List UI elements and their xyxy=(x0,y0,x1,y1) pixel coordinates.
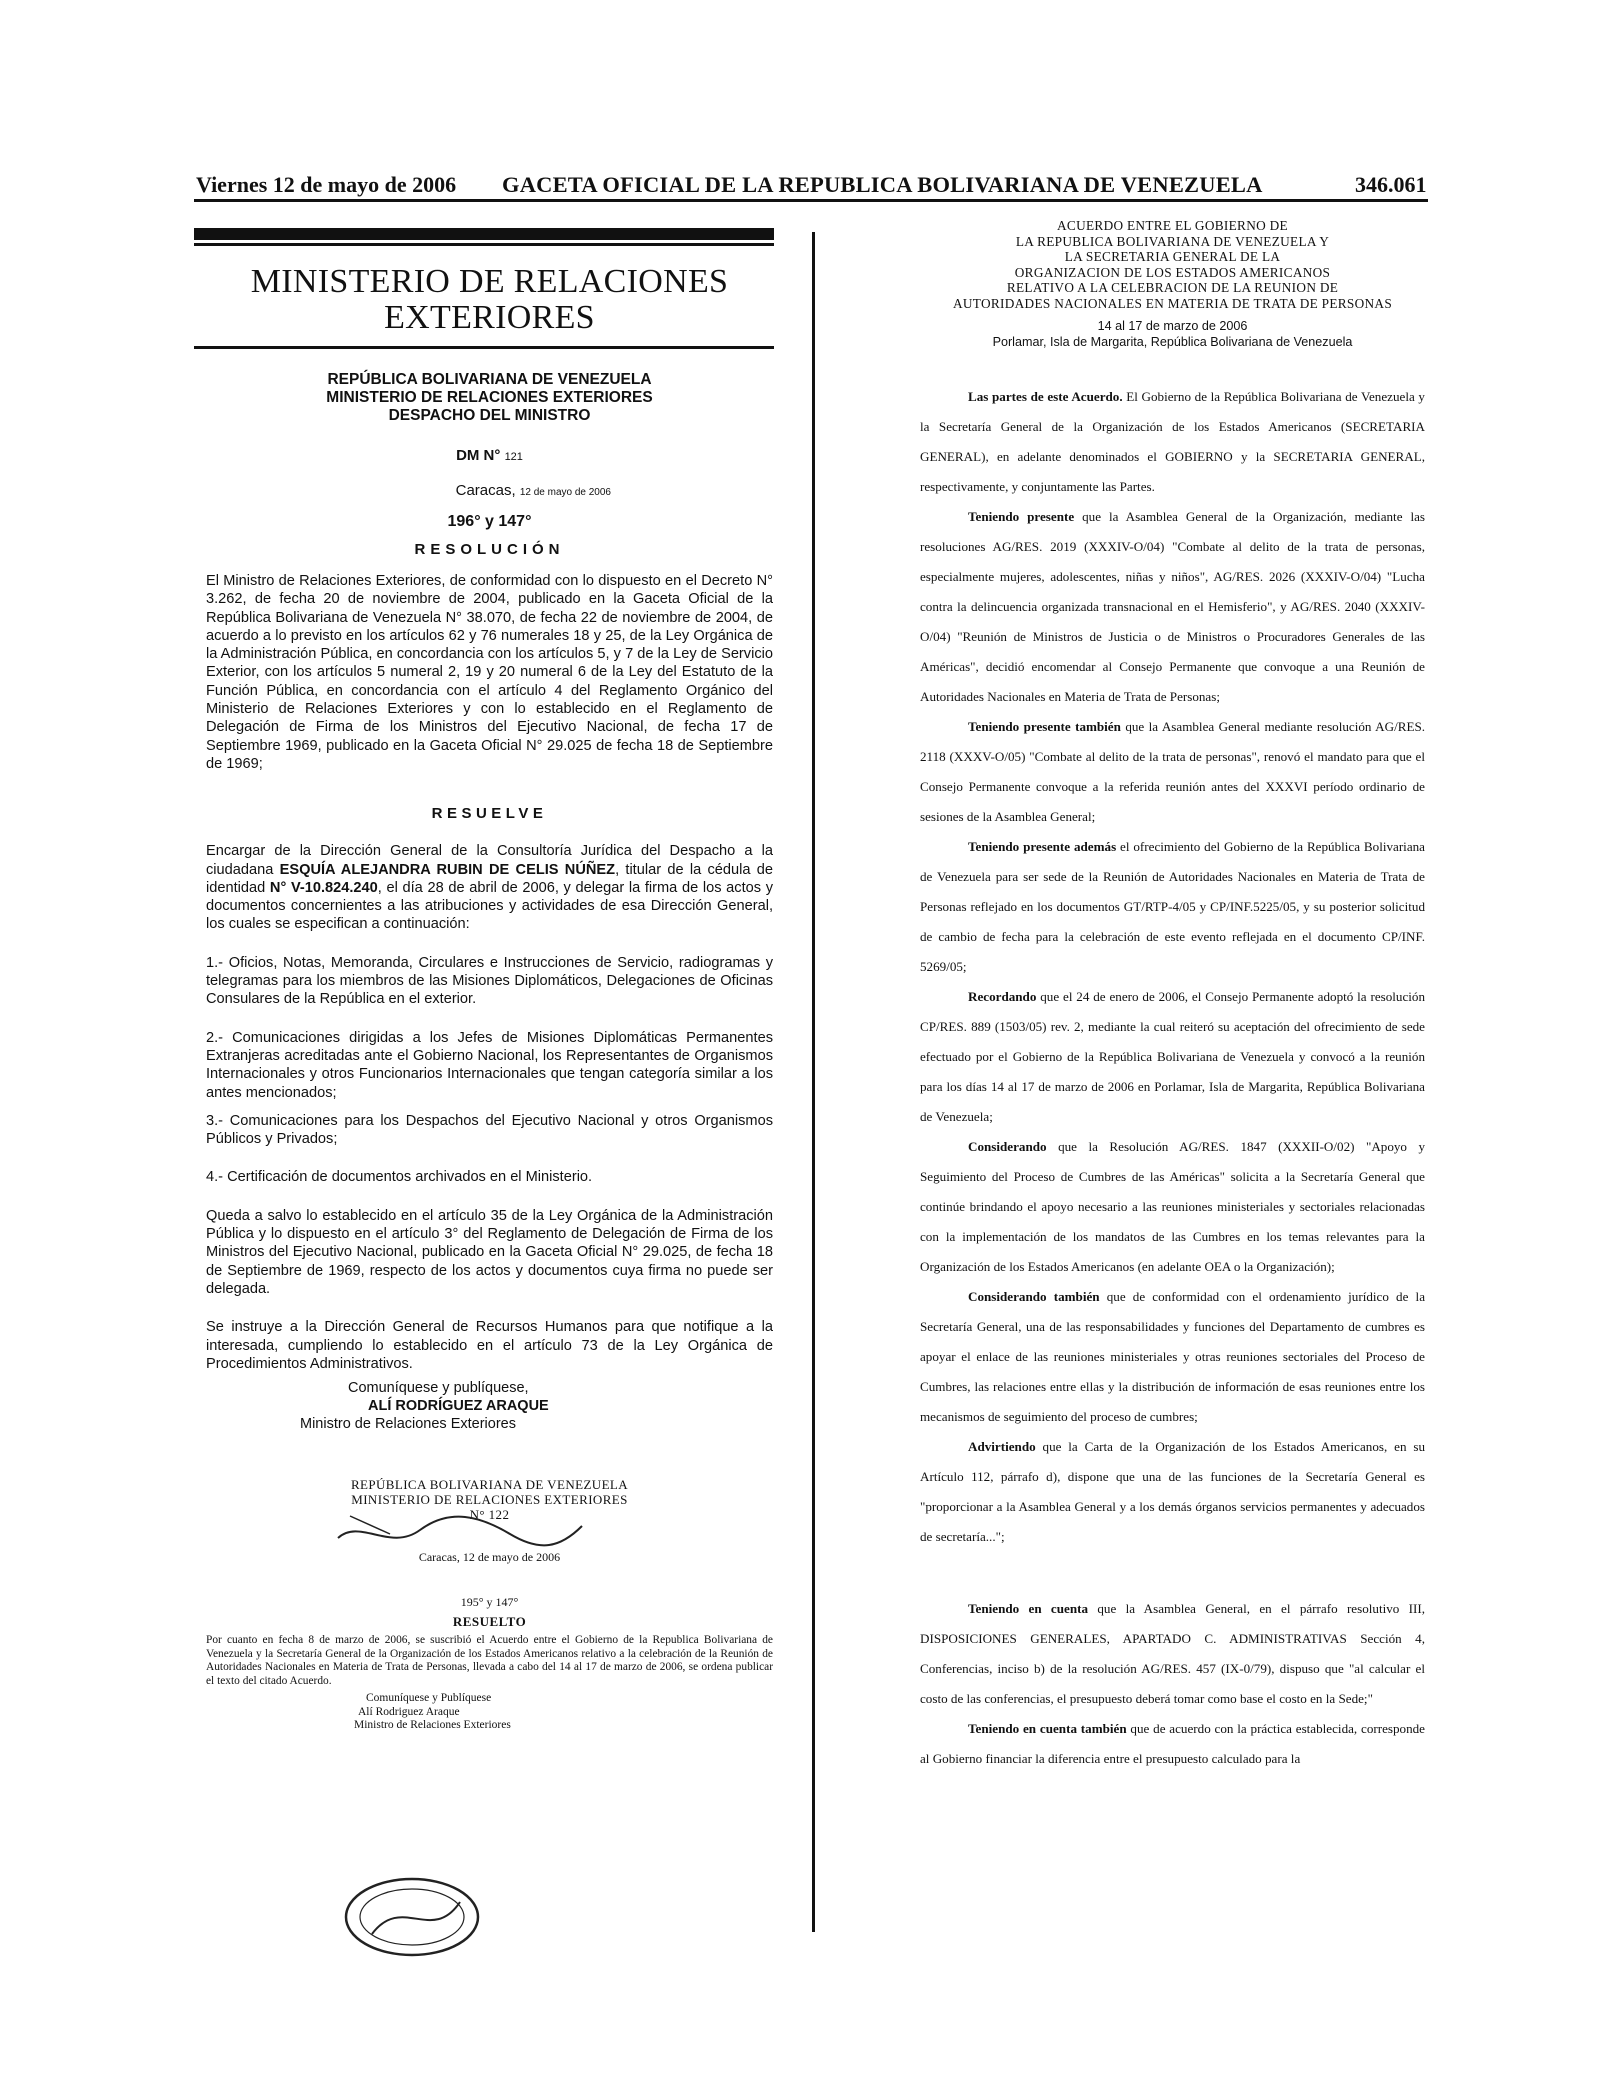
dm-label: DM N° xyxy=(456,447,501,464)
second-date: Caracas, 12 de mayo de 2006 xyxy=(418,1550,561,1565)
agreement-date-line1: 14 al 17 de marzo de 2006 xyxy=(1097,318,1248,333)
second-sign-line2: Alí Rodriguez Araque xyxy=(358,1705,460,1718)
ministry-title xyxy=(206,264,773,336)
p4-text: el ofrecimiento del Gobierno de la República Bolivariana de Venezuela para ser sede de la Reunión de Autoridades Nacionales en Materia de Trata de Personas reflejado en los documentos GT/RTP-4/05 y CP/INF.5225/05, y su posterior solicitud de cambio de fecha para la celebración de este evento reflejada en el documento CP/INF. 5269/05; xyxy=(920,838,1425,974)
right-column xyxy=(920,218,1425,1774)
second-sign-line3: Ministro de Relaciones Exteriores xyxy=(354,1719,511,1732)
p9-lead: Teniendo en cuenta xyxy=(968,1600,1089,1616)
p4-lead: Teniendo presente además xyxy=(968,838,1117,854)
city-date xyxy=(206,482,773,499)
city: Caracas, xyxy=(455,482,516,499)
title-top-bar-thin xyxy=(194,243,774,246)
agreement-heading xyxy=(920,218,1425,312)
p5-lead: Recordando xyxy=(968,988,1037,1004)
p5-text: que el 24 de enero de 2006, el Consejo Permanente adoptó la resolución CP/RES. 889 (1503/05) rev. 2, mediante la cual reiteró su aceptación del ofrecimiento de sede efectuado por el Gobierno de la República Bolivariana de Venezuela y convocó a la reunión para los días 14 al 17 de marzo de 2006 en Porlamar, Isla de Margarita, República Bolivariana de Venezuela; xyxy=(920,988,1425,1124)
date-small: 12 de mayo de 2006 xyxy=(519,487,611,498)
agreement-paragraph-3 xyxy=(920,712,1425,832)
signatory-name: ALÍ RODRÍGUEZ ARAQUE xyxy=(368,1398,549,1415)
left-column xyxy=(206,228,773,1733)
p10-text: que de acuerdo con la práctica establecida, corresponde al Gobierno financiar la diferencia entre el presupuesto calculado para la xyxy=(920,1720,1425,1766)
p8-text: que la Carta de la Organización de los Estados Americanos, en su Artículo 112, párrafo d), dispone que una de las funciones de la Secretaría General es "proporcionar a la Asamblea General y a los demás órganos servicios permanentes y adecuados de secretaría..."; xyxy=(920,1438,1425,1544)
p3-lead: Teniendo presente también xyxy=(968,718,1121,734)
agreement-head-line3: LA SECRETARIA GENERAL DE LA xyxy=(1064,249,1281,265)
p7-lead: Considerando también xyxy=(968,1288,1100,1304)
agreement-head-line5: RELATIVO A LA CELEBRACION DE LA REUNION DE xyxy=(1006,280,1339,296)
ministry-seal xyxy=(342,1874,482,1960)
years: 196° y 147° xyxy=(447,513,532,530)
p7-text: que de conformidad con el ordenamiento jurídico de la Secretaría General, una de las responsabilidades y funciones del Departamento de cumbres es apoyar el enlace de las reuniones ministeriales y otras reuniones sectoriales del Proceso de Cumbres, las relaciones entre ellas y la distribución de información de esas reuniones entre los mecanismos de seguimiento del proceso de cumbres; xyxy=(920,1288,1426,1424)
agreement-paragraph-2 xyxy=(920,502,1425,712)
agreement-paragraph-8 xyxy=(920,1432,1425,1552)
item-3: 3.- Comunicaciones para los Despachos del Ejecutivo Nacional y otros Organismos Públicos y Privados; xyxy=(206,1112,773,1148)
p1-text: El Gobierno de la República Bolivariana de Venezuela y la Secretaría General de la Organización de los Estados Americanos (SECRETARIA GENERAL), en adelante denominados el GOBIERNO y la SECRETARIA GENERAL, respectivamente, y conjuntamente las Partes. xyxy=(920,388,1425,494)
second-head-line1: REPÚBLICA BOLIVARIANA DE VENEZUELA xyxy=(350,1477,629,1493)
resuelto-heading: RESUELTO xyxy=(452,1614,527,1630)
encargar-pre: Encargar de la Dirección General de la Consultoría Jurídica del Despacho a la ciudadana xyxy=(206,843,773,878)
header-publication: GACETA OFICIAL DE LA REPUBLICA BOLIVARIANA DE VENEZUELA xyxy=(502,172,1263,197)
agreement-paragraph-10 xyxy=(920,1714,1425,1774)
resuelve-heading: RESUELVE xyxy=(431,805,548,823)
agreement-paragraph-6 xyxy=(920,1132,1425,1282)
issuer-line1: REPÚBLICA BOLIVARIANA DE VENEZUELA xyxy=(327,371,652,388)
agreement-paragraph-4 xyxy=(920,832,1425,982)
dm-value: 121 xyxy=(504,451,523,463)
p10-lead: Teniendo en cuenta también xyxy=(968,1720,1127,1736)
second-head-line2: MINISTERIO DE RELACIONES EXTERIORES xyxy=(351,1492,628,1508)
item-1: 1.- Oficios, Notas, Memoranda, Circulares e Instrucciones de Servicio, radiogramas y telegramas para los miembros de las Misiones Diplomáticos, Delegaciones de Oficinas Consulares de la República en el exterior. xyxy=(206,954,773,1008)
ministry-title-line1: MINISTERIO DE RELACIONES xyxy=(250,263,729,300)
p9-text: que la Asamblea General, en el párrafo resolutivo III, DISPOSICIONES GENERALES, APARTADO C. ADMINISTRATIVAS Sección 4, Conferencias, inciso b) de la resolución AG/RES. 457 (IX-0/79), dispuso que "al calcular el costo de las conferencias, el presupuesto deberá tomar como base el costo en la Sede;" xyxy=(920,1600,1425,1706)
item-4: 4.- Certificación de documentos archivados en el Ministerio. xyxy=(206,1169,593,1186)
header-rule xyxy=(194,199,1428,202)
p3-text: que la Asamblea General mediante resolución AG/RES. 2118 (XXXV-O/05) "Combate al delito de la trata de personas", renovó el mandato para que el Consejo Permanente convoque a la referida reunión antes del XXXVI período ordinario de sesiones de la Asamblea General; xyxy=(920,718,1425,824)
encargar-post: , el día 28 de abril de 2006, y delegar la firma de los actos y documentos concernientes a las atribuciones y actividades de esa Dirección General, los cuales se especifican a continuación: xyxy=(206,879,774,933)
second-number: N° 122 xyxy=(469,1507,510,1523)
agreement-head-line6: AUTORIDADES NACIONALES EN MATERIA DE TRATA DE PERSONAS xyxy=(952,295,1393,311)
encargar-name: ESQUÍA ALEJANDRA RUBIN DE CELIS NÚÑEZ xyxy=(279,861,616,878)
agreement-dates xyxy=(920,318,1425,350)
signatory-role: Ministro de Relaciones Exteriores xyxy=(300,1416,516,1433)
title-bottom-bar xyxy=(194,346,774,349)
instruye-paragraph: Se instruye a la Dirección General de Recursos Humanos para que notifique a la interesada, cumpliendo lo establecido en el artículo 73 de la Ley Orgánica de Procedimientos Administrativos. xyxy=(206,1319,773,1372)
queda-paragraph: Queda a salvo lo establecido en el artículo 35 de la Ley Orgánica de la Administración Pública y lo dispuesto en el artículo 3° del Reglamento de Delegación de Firma de los Ministros del Ejecutivo Nacional, publicado en la Gaceta Oficial N° 29.025, de fecha 18 de Septiembre de 1969, respecto de los actos y documentos cuya firma no puede ser delegada. xyxy=(206,1207,773,1297)
second-years: 195° y 147° xyxy=(460,1595,519,1610)
second-signature-block xyxy=(206,1692,773,1733)
agreement-head-line2: LA REPUBLICA BOLIVARIANA DE VENEZUELA Y xyxy=(1015,233,1330,249)
agreement-paragraph-7 xyxy=(920,1282,1425,1432)
intro-paragraph: El Ministro de Relaciones Exteriores, de conformidad con lo dispuesto en el Decreto N° 3.262, de fecha 20 de noviembre de 2004, publicado en la Gaceta Oficial de la República Bolivariana de Venezuela N° 38.070, de fecha 22 de noviembre de 2004, de acuerdo a lo previsto en los artículos 62 y 76 numerales 18 y 25, de la Ley Orgánica de la Administración Pública, en concordancia con los artículos 5, y 7 de la Ley de Servicio Exterior, con los artículos 5 numeral 2, 19 y 20 numeral 6 de la Ley del Estatuto de la Función Pública, en concordancia con el artículo 4 del Reglamento Orgánico del Ministerio de Relaciones Exteriores y con lo establecido en el Reglamento de Delegación de Firma de los Ministros del Ejecutivo Nacional, de fecha 17 de Septiembre 1969, publicado en la Gaceta Oficial N° 29.025 de fecha 18 de Septiembre de 1969; xyxy=(206,573,773,772)
issuer-block xyxy=(206,371,773,425)
encargar-paragraph xyxy=(206,842,773,933)
p1-lead: Las partes de este Acuerdo. xyxy=(968,388,1123,404)
encargar-id: N° V-10.824.240 xyxy=(269,879,378,896)
header-date: Viernes 12 de mayo de 2006 xyxy=(196,172,457,197)
comuniquese: Comuníquese y publíquese, xyxy=(348,1380,529,1397)
signature-block xyxy=(206,1379,773,1433)
agreement-paragraph-1 xyxy=(920,382,1425,502)
agreement-head-line1: ACUERDO ENTRE EL GOBIERNO DE xyxy=(1057,218,1288,233)
ministry-title-line2: EXTERIORES xyxy=(384,299,595,336)
p6-lead: Considerando xyxy=(968,1138,1047,1154)
issuer-line2: MINISTERIO DE RELACIONES EXTERIORES xyxy=(326,389,653,406)
item-2: 2.- Comunicaciones dirigidas a los Jefes de Misiones Diplomáticas Permanentes Extranjeras acreditadas ante el Gobierno Nacional, los Representantes de Organismos Internacionales y otros Funcionarios Internacionales que tengan categoría similar a los antes mencionados; xyxy=(206,1029,773,1101)
column-divider xyxy=(812,232,815,1932)
header-page-number: 346.061 xyxy=(1355,172,1427,197)
agreement-paragraph-9 xyxy=(920,1594,1425,1714)
title-top-bar xyxy=(194,228,774,240)
second-sign-line1: Comuníquese y Publíquese xyxy=(366,1692,492,1705)
second-resolution-head xyxy=(206,1477,773,1522)
p6-text: que la Resolución AG/RES. 1847 (XXXII-O/02) "Apoyo y Seguimiento del Proceso de Cumbres de las Américas" solicita a la Secretaría General que continúe brindando el apoyo necesario a las reuniones ministeriales y sectoriales relacionadas con la implementación de los mandatos de las Cumbres en los temas relevantes para la Organización de los Estados Americanos (en adelante OEA o la Organización); xyxy=(920,1138,1425,1274)
p8-lead: Advirtiendo xyxy=(968,1438,1036,1454)
second-text: Por cuanto en fecha 8 de marzo de 2006, se suscribió el Acuerdo entre el Gobierno de la Republica Bolivariana de Venezuela y la Secretaría General de la Organización de los Estados Americanos relativo a la celebración de la Reunión de Autoridades Nacionales en Materia de Trata de Personas, llevada a cabo del 14 al 17 de marzo de 2006, se ordena publicar el texto del citado Acuerdo. xyxy=(206,1634,773,1687)
p2-text: que la Asamblea General de la Organización, mediante las resoluciones AG/RES. 2019 (XXXIV-O/04) "Combate al delito de la trata de personas, especialmente mujeres, adolescentes, niñas y niños", AG/RES. 2026 (XXXIV-O/04) "Lucha contra la delincuencia organizada transnacional en el Hemisferio", y AG/RES. 2040 (XXXIV-O/04) "Reunión de Ministros de Justicia o de Ministros o Procuradores Generales de las Américas", decidió encomendar al Consejo Permanente que convoque a una Reunión de Autoridades Nacionales en Materia de Trata de Personas; xyxy=(920,508,1425,704)
resolucion-heading: RESOLUCIÓN xyxy=(414,541,565,558)
agreement-date-line2: Porlamar, Isla de Margarita, República Bolivariana de Venezuela xyxy=(992,334,1353,349)
dm-number xyxy=(206,447,773,464)
p2-lead: Teniendo presente xyxy=(968,508,1075,524)
agreement-paragraph-5 xyxy=(920,982,1425,1132)
issuer-line3: DESPACHO DEL MINISTRO xyxy=(388,407,591,424)
agreement-head-line4: ORGANIZACION DE LOS ESTADOS AMERICANOS xyxy=(1014,264,1331,280)
encargar-mid: , titular de la cédula de identidad xyxy=(206,861,773,896)
